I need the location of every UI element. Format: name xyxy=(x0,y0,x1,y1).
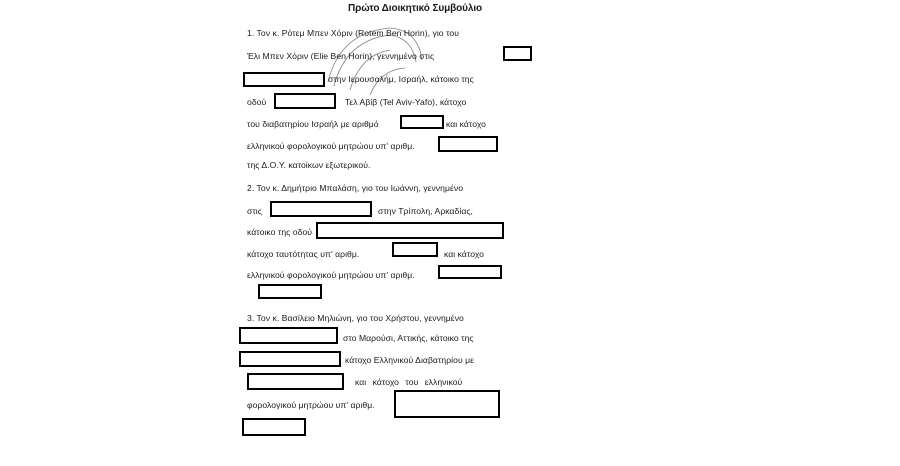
text-line: 3. Τον κ. Βασίλειο Μηλιώνη, γιο του Χρήστου, γεννημένο xyxy=(247,313,464,323)
redaction-box xyxy=(274,93,336,109)
text-line: κάτοικο της οδού xyxy=(247,227,313,237)
redaction-box xyxy=(270,201,372,217)
text-line: στην Τρίπολη, Αρκαδίας, xyxy=(378,206,473,216)
redaction-box xyxy=(392,242,438,257)
redaction-box xyxy=(239,327,338,344)
text-line: στην Ιερουσαλήμ, Ισραήλ, κάτοικο της xyxy=(328,74,474,84)
text-line: ελληνικού φορολογικού μητρώου υπ' αριθμ. xyxy=(247,141,415,151)
text-line: ελληνικού φορολογικού μητρώου υπ' αριθμ. xyxy=(247,270,415,280)
text-line: και κάτοχο xyxy=(446,119,486,129)
redaction-box xyxy=(247,373,344,390)
text-line: Τελ Αβίβ (Tel Aviv-Yafo), κάτοχο xyxy=(345,97,467,107)
text-line: στο Μαρούσι, Αττικής, κάτοικο της xyxy=(343,333,474,343)
text-line: και κάτοχο xyxy=(444,249,484,259)
redaction-box xyxy=(242,418,306,436)
redaction-box xyxy=(316,222,504,239)
document-title: Πρώτο Διοικητικό Συμβούλιο xyxy=(348,3,483,14)
redaction-box xyxy=(400,115,444,129)
text-line: 2. Τον κ. Δημήτριο Μπαλάση, γιο του Ιωάννη, γεννημένο xyxy=(247,183,464,193)
text-line: του διαβατηρίου Ισραήλ με αριθμό xyxy=(247,119,379,129)
redaction-box xyxy=(243,72,325,87)
redaction-box xyxy=(239,351,341,367)
text-line: Έλι Μπεν Χόριν (Elie Ben Horin), γεννημένο στις xyxy=(247,51,435,61)
redaction-box xyxy=(394,390,500,418)
redaction-box xyxy=(503,46,532,61)
text-line: κάτοχο Ελληνικού Διαβατηρίου με xyxy=(345,355,475,365)
text-line: φορολογικού μητρώου υπ' αριθμ. xyxy=(247,400,375,410)
text-line: στις xyxy=(247,206,262,216)
text-line: της Δ.Ο.Υ. κατοίκων εξωτερικού. xyxy=(247,160,371,170)
text-line: και κάτοχο του ελληνικού xyxy=(355,377,463,387)
redaction-box xyxy=(438,136,498,152)
text-line: 1. Τον κ. Ρότεμ Μπεν Χόριν (Rotem Ben Horin), γιο του xyxy=(247,28,459,38)
text-line: κάτοχο ταυτότητας υπ' αριθμ. xyxy=(247,249,360,259)
text-line: οδού xyxy=(247,97,267,107)
redaction-box xyxy=(438,265,502,279)
redaction-box xyxy=(258,284,322,299)
